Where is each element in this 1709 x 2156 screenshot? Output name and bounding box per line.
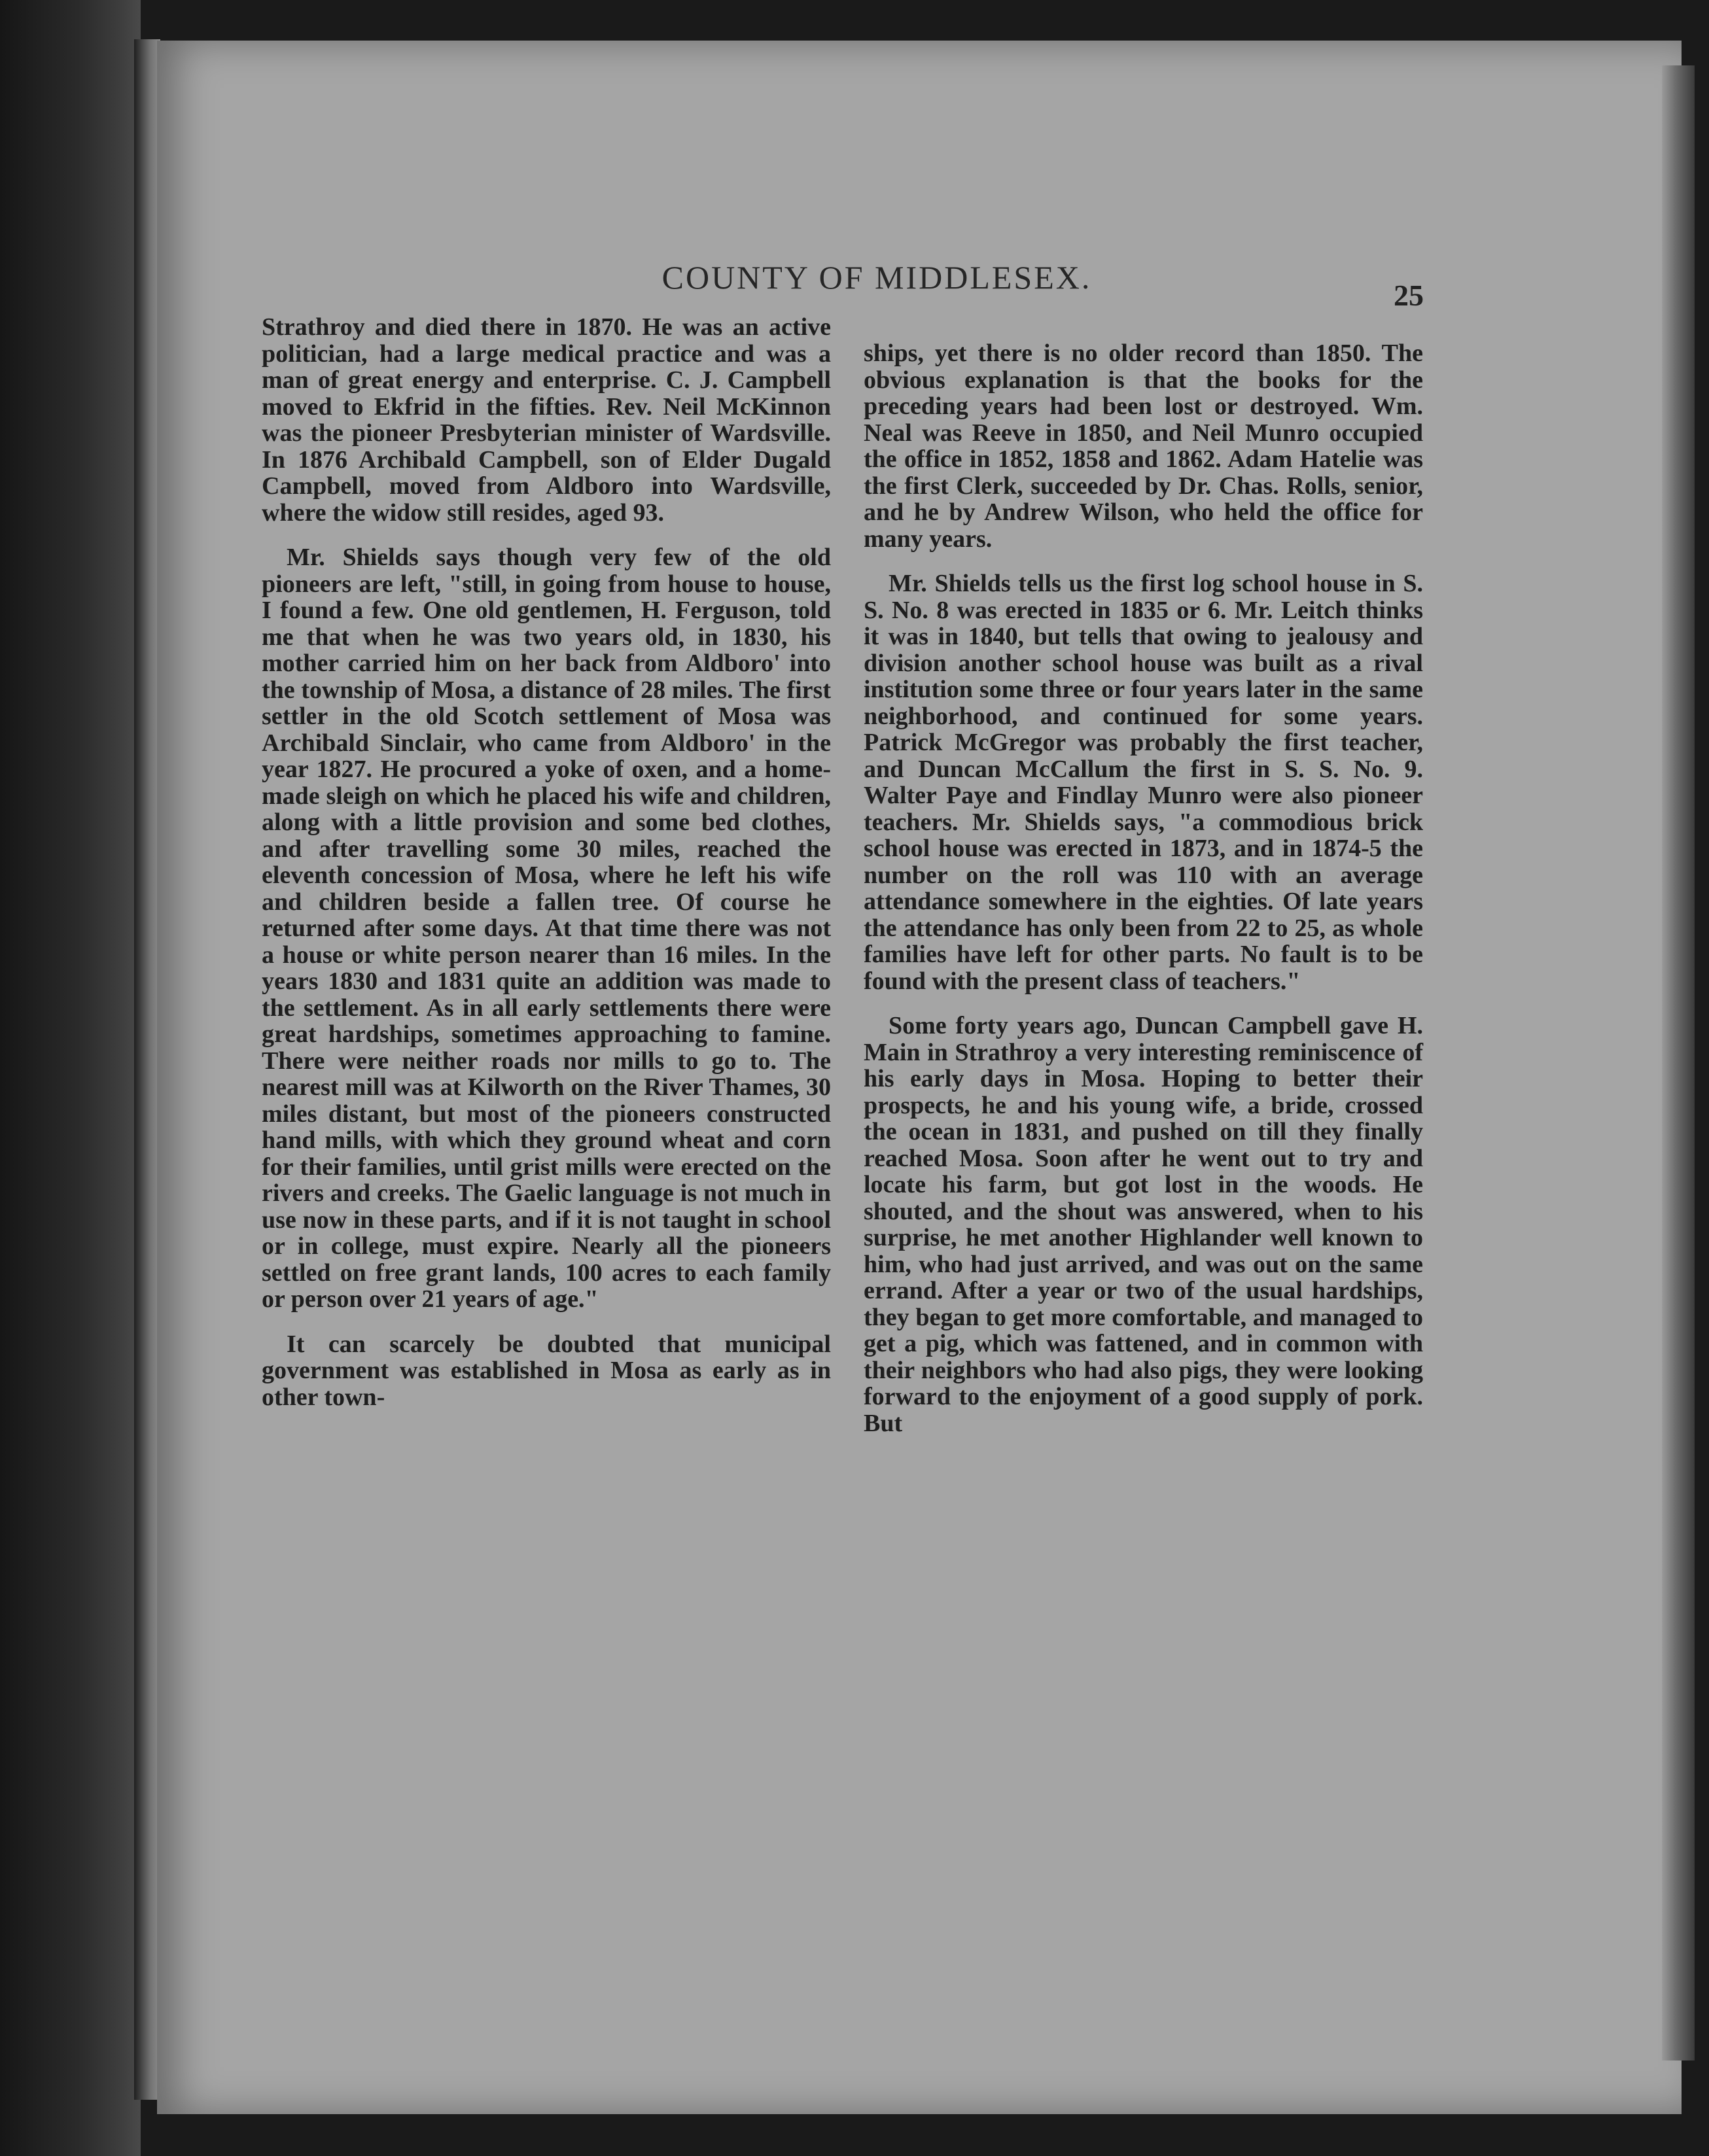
page-gutter <box>134 39 160 2100</box>
page-edge-shadow <box>1662 65 1695 2060</box>
paragraph: Some forty years ago, Duncan Campbell gave H. Main in Strathroy a very interesting reminiscence of his early days in Mosa. Hoping to better their prospects, he and his young wife, a bride, crossed the ocean in 1831, and pushed on till they finally reached Mosa. Soon after he went out to try and locate his farm, but got lost in the woods. He shouted, and the shout was answered, when to his surprise, he met another Highlander well known to him, who had just arrived, and was out on the same errand. After a year or two of the usual hardships, they began to get more comfortable, and managed to get a pig, which was fattened, and in common with their neighbors who had also pigs, they were looking forward to the enjoyment of a good supply of pork. But <box>864 1012 1423 1437</box>
book-binding-edge <box>0 0 141 2156</box>
paragraph: It can scarcely be doubted that municipal government was established in Mosa as early as in other town- <box>262 1330 831 1411</box>
left-text-column <box>262 314 831 1429</box>
running-title: COUNTY OF MIDDLESEX. <box>661 259 1092 296</box>
paragraph: Mr. Shields says though very few of the old pioneers are left, "still, in going from house to house, I found a few. One old gentlemen, H. Ferguson, told me that when he was two years old, in 1830, his mother carried him on her back from Aldboro' into the township of Mosa, a distance of 28 miles. The first settler in the old Scotch settlement of Mosa was Archibald Sinclair, who came from Aldboro' in the year 1827. He procured a yoke of oxen, and a home-made sleigh on which he placed his wife and children, along with a little provision and some bed clothes, and after travelling some 30 miles, reached the eleventh concession of Mosa, where he left his wife and children beside a fallen tree. Of course he returned after some days. At that time there was not a house or white person nearer than 16 miles. In the years 1830 and 1831 quite an addition was made to the settlement. As in all early settlements there were great hardships, sometimes approaching to famine. There were neither roads nor mills to go to. The nearest mill was at Kilworth on the River Thames, 30 miles distant, but most of the pioneers constructed hand mills, with which they ground wheat and corn for their families, until grist mills were erected on the rivers and creeks. The Gaelic language is not much in use now in these parts, and if it is not taught in school or in college, must expire. Nearly all the pioneers settled on free grant lands, 100 acres to each family or person over 21 years of age." <box>262 544 831 1313</box>
paragraph: Strathroy and died there in 1870. He was an active politician, had a large medical practice and was a man of great energy and enterprise. C. J. Campbell moved to Ekfrid in the fifties. Rev. Neil McKinnon was the pioneer Presbyterian minister of Wardsville. In 1876 Archibald Campbell, son of Elder Dugald Campbell, moved from Aldboro into Wardsville, where the widow still resides, aged 93. <box>262 313 831 527</box>
paragraph: Mr. Shields tells us the first log school house in S. S. No. 8 was erected in 1835 or 6. Mr. Leitch thinks it was in 1840, but tells that owing to jealousy and division another school house was built as a rival institution some three or four years later in the same neighborhood, and continued for some years. Patrick McGregor was probably the first teacher, and Duncan McCallum the first in S. S. No. 9. Walter Paye and Findlay Munro were also pioneer teachers. Mr. Shields says, "a commodious brick school house was erected in 1873, and in 1874-5 the number on the roll was 110 with an average attendance somewhere in the eighties. Of late years the attendance has only been from 22 to 25, as whole families have left for other parts. No fault is to be found with the present class of teachers." <box>864 570 1423 995</box>
page-number: 25 <box>1394 279 1424 312</box>
paragraph: ships, yet there is no older record than 1850. The obvious explanation is that the books for the preceding years had been lost or destroyed. Wm. Neal was Reeve in 1850, and Neil Munro occupied the office in 1852, 1858 and 1862. Adam Hatelie was the first Clerk, succeeded by Dr. Chas. Rolls, senior, and he by Andrew Wilson, who held the office for many years. <box>864 339 1423 553</box>
right-text-column <box>864 340 1423 1455</box>
